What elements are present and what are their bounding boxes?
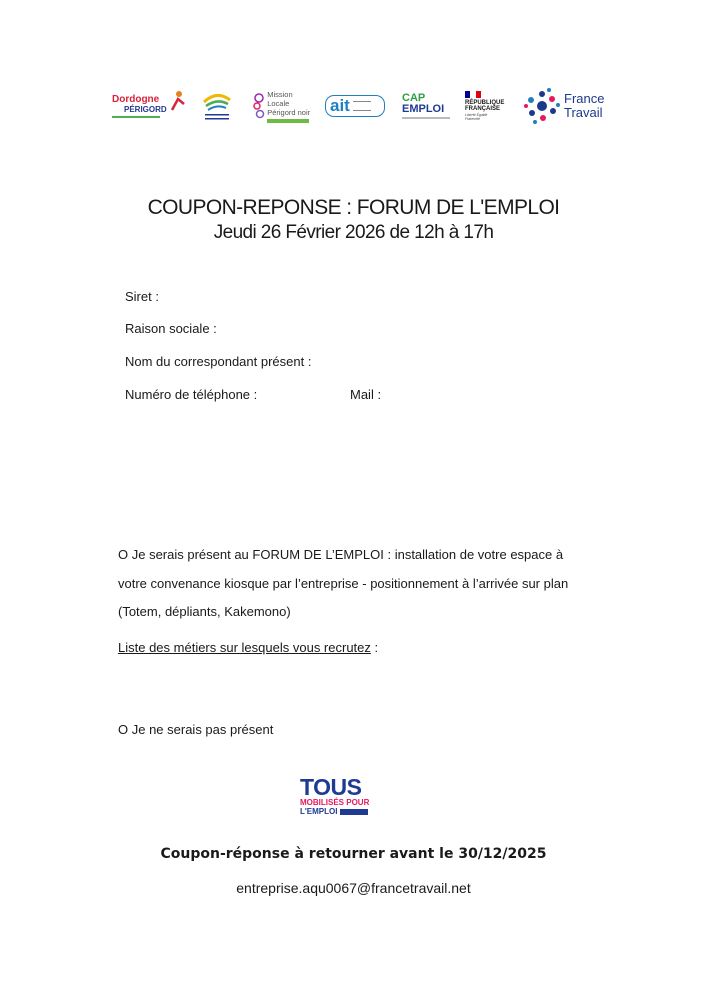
mission-locale-line1: Mission Locale	[267, 89, 293, 108]
ait-logo-text: ait	[330, 96, 350, 115]
option-present-text: O Je serais présent au FORUM DE L’EMPLOI : installation de votre espace à votre convenance kiosque par l’entreprise - positionnement à l’arrivée sur plan (Totem, dépliants, Kakemono)	[118, 547, 569, 619]
option-absent-text: O Je ne serais pas présent	[118, 722, 274, 737]
tous-logo-line3: L'EMPLOI	[300, 807, 338, 816]
cap-emploi-line1: CAP	[402, 92, 426, 104]
republique-francaise-logo	[465, 84, 515, 128]
mission-locale-line2: Périgord noir	[267, 107, 311, 117]
metiers-label: Liste des métiers sur lesquels vous recrutez	[118, 640, 371, 655]
france-travail-line1: France	[564, 91, 605, 106]
france-travail-dots-icon	[523, 86, 561, 126]
tous-logo-badge	[340, 809, 368, 815]
figure-icon	[168, 90, 186, 112]
page-subtitle: Jeudi 26 Février 2026 de 12h à 17h	[213, 222, 494, 243]
tous-logo-line2: MOBILISÉS POUR	[300, 798, 370, 807]
raison-sociale-label: Raison sociale :	[125, 321, 217, 336]
contact-email[interactable]: entreprise.aqu0067@francetravail.net	[236, 880, 471, 896]
correspondant-label: Nom du correspondant présent :	[125, 354, 312, 369]
mail-label: Mail :	[350, 387, 382, 402]
dordogne-underline	[112, 116, 160, 118]
metiers-line	[118, 634, 588, 663]
french-flag-icon	[465, 91, 481, 98]
page-title: COUPON-REPONSE : FORUM DE L'EMPLOI	[147, 196, 560, 219]
mission-locale-logo	[252, 84, 314, 128]
mission-locale-bar	[267, 119, 309, 123]
dordogne-perigord-logo	[110, 84, 188, 128]
cap-emploi-logo	[402, 84, 454, 128]
metiers-suffix: :	[370, 640, 379, 655]
republique-line2: FRANÇAISE	[465, 106, 501, 112]
telephone-label: Numéro de téléphone :	[125, 387, 258, 402]
dordogne-logo-line1: Dordogne	[112, 94, 160, 105]
tous-logo-line1: TOUS	[300, 774, 362, 800]
swoosh-icon	[200, 88, 234, 124]
siret-label: Siret :	[125, 289, 159, 304]
cap-emploi-line2: EMPLOI	[402, 103, 445, 115]
ait-logo	[325, 84, 389, 128]
deadline-text: Coupon-réponse à retourner avant le 30/12/2025	[160, 846, 547, 862]
republique-line1: RÉPUBLIQUE	[465, 100, 505, 106]
france-travail-logo	[523, 84, 613, 128]
communaute-communes-logo	[200, 84, 234, 128]
republique-motto: Liberté Égalité Fraternité	[465, 113, 488, 121]
france-travail-line2: Travail	[564, 105, 603, 120]
dordogne-logo-line2: PÉRIGORD	[124, 105, 167, 114]
ait-tagline	[353, 101, 371, 111]
tous-mobilises-logo	[300, 776, 382, 822]
cap-emploi-tagline	[402, 117, 450, 119]
circles-icon	[252, 92, 265, 120]
partner-logos	[110, 84, 610, 128]
